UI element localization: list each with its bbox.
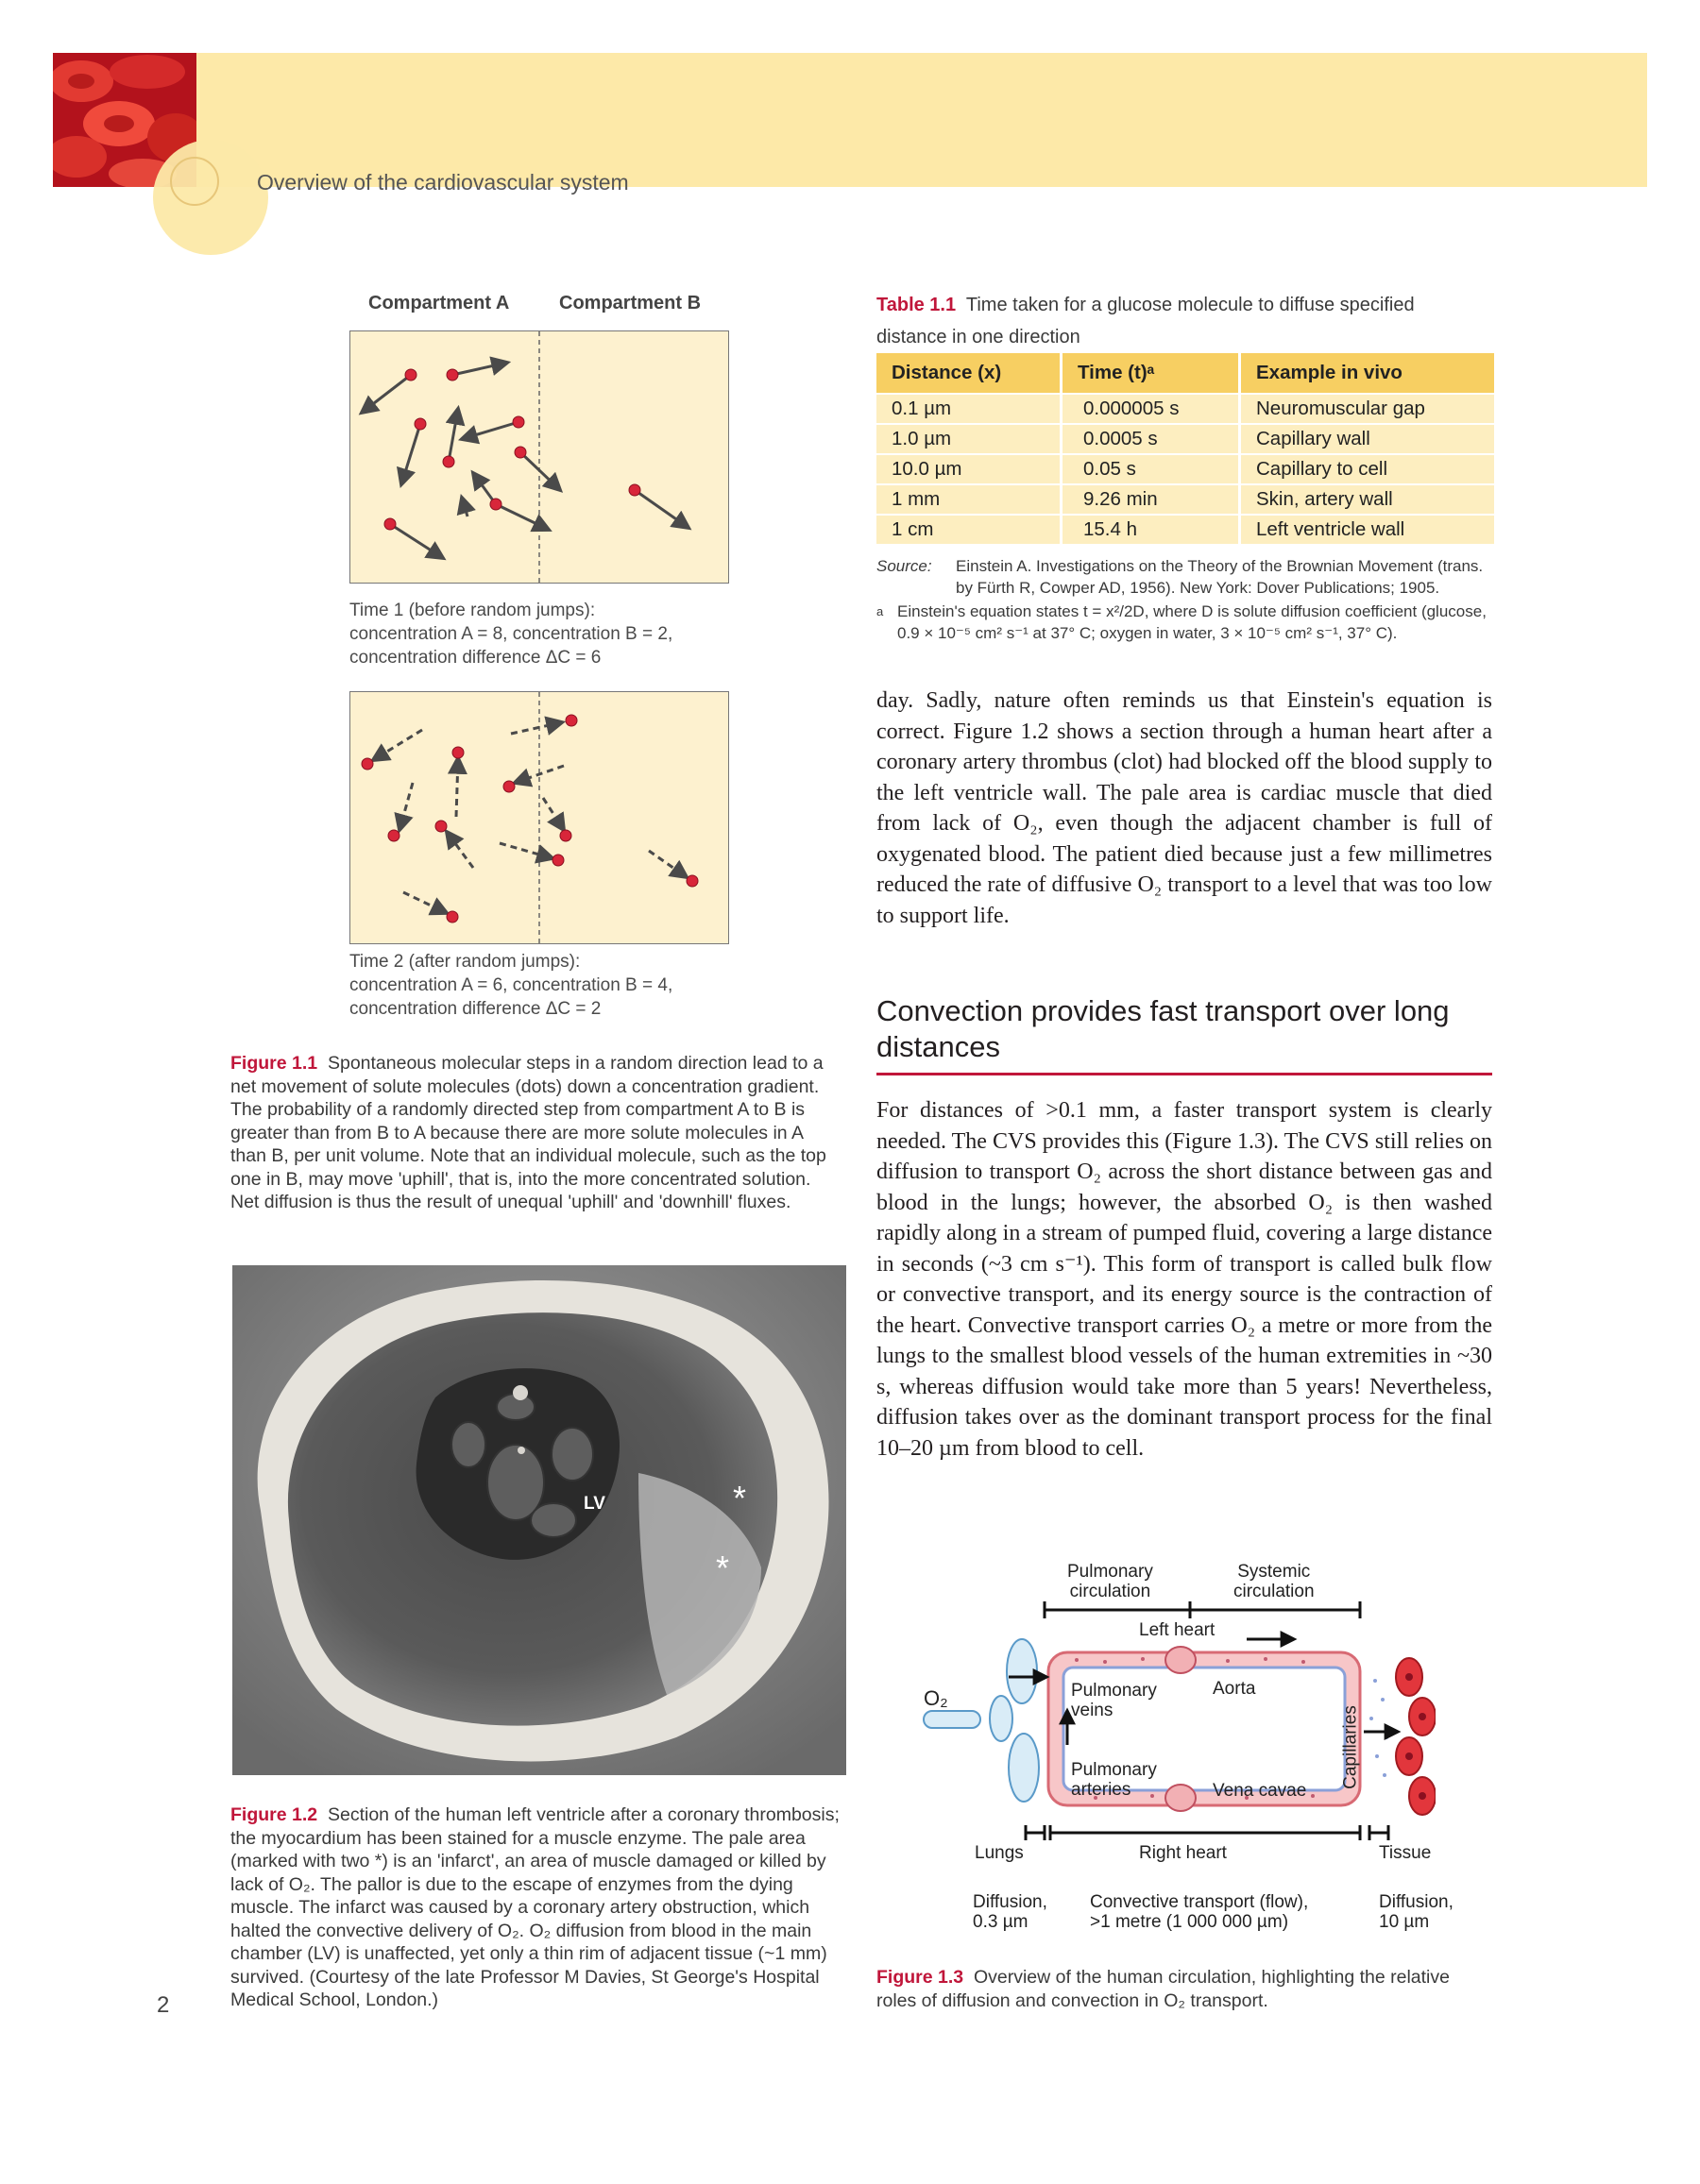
pulmonary-circulation-label [1067,1562,1153,1601]
time2-caption-line3: concentration difference ΔC = 2 [349,999,602,1019]
table-row [876,484,1494,515]
running-head: Overview of the cardiovascular system [257,170,629,195]
right-heart-label: Right heart [1139,1843,1227,1863]
left-heart-label: Left heart [1139,1620,1216,1640]
lv-label: LV [584,1494,605,1514]
diffusion-tissue-label [1379,1892,1454,1932]
compartment-a-label: Compartment A [368,293,510,313]
table-1-1-label: Table 1.1 [876,295,957,315]
pulmonary-veins-label [1071,1681,1157,1720]
figure-1-3-caption [876,1966,1490,2012]
table-cell-example: Capillary to cell [1240,454,1495,484]
diffusion-lungs-line1: Diffusion, [973,1892,1047,1912]
time1-caption-line2: concentration A = 8, concentration B = 2, [349,624,673,644]
systemic-circulation-label [1233,1562,1315,1601]
figure-1-3-caption-text: Overview of the human circulation, highlighting the relative roles of diffusion and convection in O₂ transport. [876,1967,1450,2011]
infarct-asterisk-1: * [733,1479,747,1517]
table-cell-time: 15.4 h [1062,515,1240,544]
figure-1-2-caption-text: Section of the human left ventricle after a coronary thrombosis; the myocardium has been stained for a muscle enzyme. The pale area (marked with two *) is an 'infarct', an area of muscle damaged or killed by lack of O₂. The pallor is due to the escape of enzymes from the dying muscle. The infarct was caused by a coronary artery obstruction, which halted the convective delivery of O₂. O₂ diffusion from blood in the main chamber (LV) is unaffected, yet only a thin rim of adjacent tissue (~1 mm) survived. (Courtesy of the late Professor M Davies, St George's Hospital Medical School, London.) [230,1804,840,2010]
table-header-distance: Distance (x) [876,353,1062,394]
body-paragraph-1: day. Sadly, nature often reminds us that Einstein's equation is correct. Figure 1.2 shows a section through a human heart after a coronary artery thrombus (clot) had blocked off the blood supply to the left ventricle wall. The pale area is cardiac muscle that died from lack of O₂, even though the adjacent chamber is full of oxygenated blood. The patient died because just a few millimetres reduced the rate of diffusive O₂ transport to a level that was too low to support life. [876,688,1492,928]
section-heading-rule [876,1073,1492,1075]
table-cell-distance: 1 mm [876,484,1062,515]
vena-cavae-label: Vena cavae [1213,1781,1307,1801]
o2-label: O₂ [924,1686,948,1710]
time2-caption [349,950,746,1021]
figure-1-1-label: Figure 1.1 [230,1053,318,1074]
table-cell-example: Left ventricle wall [1240,515,1495,544]
table-cell-time: 9.26 min [1062,484,1240,515]
diffusion-diagram-time2 [350,692,728,943]
header-ring-decoration [170,157,219,206]
figure-1-1-caption [230,1052,841,1214]
infarct-asterisk-2: * [716,1549,730,1587]
figure-1-2-caption [230,1803,844,2012]
table-header-example: Example in vivo [1240,353,1495,394]
table-row [876,394,1494,424]
table-footnote-text: Einstein's equation states t = x²/2D, where D is solute diffusion coefficient (glucose, 0.9 × 10⁻⁵ cm² s⁻¹ at 37° C; oxygen in water, 3 × 10⁻⁵ cm² s⁻¹, 37° C). [897,602,1487,642]
convective-line2: >1 metre (1 000 000 µm) [1090,1912,1289,1932]
tissue-label: Tissue [1379,1843,1432,1863]
table-cell-distance: 0.1 µm [876,394,1062,424]
figure-1-2-label: Figure 1.2 [230,1804,318,1825]
body-paragraph-2: For distances of >0.1 mm, a faster transport system is clearly needed. The CVS provides this (Figure 1.3). The CVS still relies on diffusion to transport O₂ across the short distance between gas and blood in the lungs; however, the absorbed O₂ is then washed rapidly along in a stream of pumped fluid, covering a large distance in seconds (~3 cm s⁻¹). This form of transport is called bulk flow or convective transport, and its energy source is the contraction of the heart. Convective transport carries O₂ a metre or more from the lungs to the smallest blood vessels of the human extremities in ~30 s, whereas diffusion would take more than 5 years! Nevertheless, diffusion takes over as the dominant transport process for the final 10–20 µm from blood to cell. [876,1098,1492,1461]
table-1-1-title [876,289,1481,353]
diffusion-time-table [876,353,1494,544]
table-cell-time: 0.05 s [1062,454,1240,484]
pulmonary-veins-line1: Pulmonary [1071,1681,1157,1701]
compartment-b-label: Compartment B [559,293,702,313]
aorta-label: Aorta [1213,1679,1256,1699]
pulmonary-circulation-line1: Pulmonary [1067,1562,1153,1582]
table-cell-example: Neuromuscular gap [1240,394,1495,424]
table-row [876,515,1494,544]
table-cell-example: Capillary wall [1240,424,1495,454]
table-row [876,454,1494,484]
pulmonary-arteries-line2: arteries [1071,1780,1131,1800]
table-cell-distance: 1.0 µm [876,424,1062,454]
figure-1-1-caption-text: Spontaneous molecular steps in a random direction lead to a net movement of solute molecules (dots) down a concentration gradient. The probability of a randomly directed step from compartment A to B is greater than from B to A because there are more solute molecules in A than B, per unit volume. Note that an individual molecule, such as the top one in B, may move 'uphill', that is, into the more concentrated solution. Net diffusion is thus the result of unequal 'uphill' and 'downhill' fluxes. [230,1053,826,1212]
figure-1-3-label: Figure 1.3 [876,1967,964,1988]
table-footnote-marker: a [876,604,884,618]
pulmonary-circulation-line2: circulation [1069,1582,1151,1601]
systemic-circulation-line2: circulation [1233,1582,1315,1601]
diffusion-tissue-line1: Diffusion, [1379,1892,1454,1912]
table-cell-time: 0.0005 s [1062,424,1240,454]
pulmonary-arteries-line1: Pulmonary [1071,1760,1157,1780]
header-band [53,53,1647,187]
time1-caption-line1: Time 1 (before random jumps): [349,601,596,620]
diffusion-lungs-label [973,1892,1047,1932]
time2-caption-line2: concentration A = 6, concentration B = 4, [349,975,673,995]
section-heading: Convection provides fast transport over long distances [876,994,1450,1063]
pulmonary-arteries-label [1071,1760,1157,1800]
convective-transport-label [1090,1892,1308,1932]
diffusion-tissue-line2: 10 µm [1379,1912,1430,1932]
table-1-1-title-text: Time taken for a glucose molecule to diffuse specified distance in one direction [876,295,1415,347]
diffusion-box-time1 [349,330,729,584]
lungs-label: Lungs [975,1843,1024,1863]
time1-caption-line3: concentration difference ΔC = 6 [349,648,602,668]
time2-caption-line1: Time 2 (after random jumps): [349,952,581,972]
table-cell-example: Skin, artery wall [1240,484,1495,515]
systemic-circulation-line1: Systemic [1237,1562,1311,1582]
page-number: 2 [157,1992,170,2018]
table-source-label: Source: [876,557,932,575]
table-source-text: Einstein A. Investigations on the Theory of the Brownian Movement (trans. by Fürth R, Cowper AD, 1956). New York: Dover Publications; 1905. [956,557,1484,597]
convective-line1: Convective transport (flow), [1090,1892,1309,1912]
table-cell-distance: 1 cm [876,515,1062,544]
table-row [876,424,1494,454]
pulmonary-veins-line2: veins [1071,1701,1114,1720]
table-header-row [876,353,1494,394]
capillaries-label: Capillaries [1340,1705,1361,1789]
diffusion-lungs-line2: 0.3 µm [973,1912,1028,1932]
time1-caption [349,599,746,669]
heart-section-photo [232,1265,846,1775]
diffusion-box-time2 [349,691,729,944]
diffusion-diagram-time1 [350,331,728,583]
table-header-time: Time (t)ᵃ [1062,353,1240,394]
table-cell-time: 0.000005 s [1062,394,1240,424]
table-cell-distance: 10.0 µm [876,454,1062,484]
